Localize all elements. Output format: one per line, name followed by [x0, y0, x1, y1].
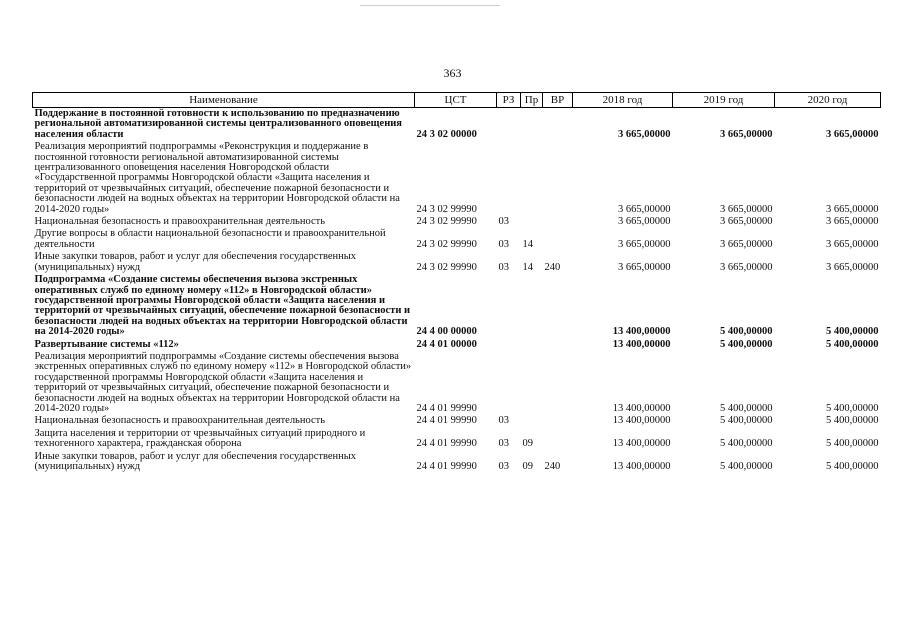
row-rz: 03 — [498, 238, 509, 250]
header-pr: Пр — [521, 93, 543, 108]
row-rz: 03 — [498, 415, 509, 427]
row-2019: 3 665,00000 — [720, 128, 773, 140]
row-2018: 13 400,00000 — [612, 461, 671, 472]
header-2020: 2020 год — [775, 93, 881, 108]
table-row — [33, 351, 881, 415]
row-pr — [521, 274, 543, 338]
row-2019: 3 665,00000 — [720, 238, 773, 250]
row-2019: 5 400,00000 — [720, 402, 773, 414]
row-2018: 13 400,00000 — [612, 326, 671, 338]
table-row — [33, 339, 881, 351]
row-2018: 3 665,00000 — [618, 238, 671, 250]
row-2018: 13 400,00000 — [612, 338, 671, 350]
row-2018: 3 665,00000 — [618, 128, 671, 140]
row-cst: 24 3 02 00000 — [416, 128, 477, 140]
row-rz: 03 — [498, 216, 509, 228]
row-name: Подпрограмма «Создание системы обеспечения вызова экстренных оперативных служб по единому номеру «112» в Новгородской области» государственной программы Новгородской области «Защита населения и территорий от чрезвычайных ситуаций, обеспечение пожарной безопасности и безопасности людей на водных объектах на территории Новгородской области на 2014-2020 годы» — [34, 274, 411, 338]
row-2018: 13 400,00000 — [612, 438, 671, 450]
row-pr — [521, 351, 543, 415]
row-name: Иные закупки товаров, работ и услуг для обеспечения государственных (муниципальных) нужд — [34, 251, 357, 273]
row-2020: 5 400,00000 — [826, 461, 879, 472]
row-2019: 5 400,00000 — [720, 415, 773, 427]
table-row — [33, 108, 881, 142]
table-row — [33, 428, 881, 451]
row-cst: 24 4 01 99990 — [416, 415, 477, 427]
row-name: Поддержание в постоянной готовности к использованию по предназначению региональной автоматизированной системы централизованного оповещения населения области — [34, 108, 402, 140]
row-pr — [521, 108, 543, 142]
row-cst: 24 3 02 99990 — [416, 261, 477, 273]
table-row — [33, 141, 881, 216]
row-2019: 3 665,00000 — [720, 203, 773, 215]
table-row — [33, 415, 881, 427]
row-cst: 24 4 01 00000 — [416, 338, 477, 350]
row-rz — [497, 141, 521, 216]
row-vr — [543, 108, 573, 142]
row-2020: 3 665,00000 — [826, 261, 879, 273]
table-header-row — [33, 93, 881, 108]
row-2020: 5 400,00000 — [826, 326, 879, 338]
row-cst: 24 4 01 99990 — [416, 438, 477, 450]
row-name: Защита населения и территории от чрезвычайных ситуаций природного и техногенного характера, гражданская оборона — [34, 427, 366, 450]
header-2019: 2019 год — [673, 93, 775, 108]
row-2018: 3 665,00000 — [618, 261, 671, 273]
row-2020: 3 665,00000 — [826, 238, 879, 250]
row-2020: 3 665,00000 — [826, 203, 879, 215]
row-2020: 3 665,00000 — [826, 216, 879, 228]
row-vr: 240 — [544, 261, 561, 273]
row-pr — [521, 339, 543, 351]
row-rz — [497, 351, 521, 415]
row-cst: 24 4 00 00000 — [416, 326, 477, 338]
row-pr — [521, 415, 543, 427]
page-number: 363 — [443, 66, 462, 80]
row-rz: 03 — [498, 461, 509, 472]
row-pr: 14 — [522, 261, 533, 273]
row-pr — [521, 141, 543, 216]
table-row — [33, 274, 881, 338]
row-vr: 240 — [544, 461, 561, 472]
row-pr: 14 — [522, 238, 533, 250]
table-row — [33, 228, 881, 251]
row-2019: 3 665,00000 — [720, 261, 773, 273]
row-rz — [497, 108, 521, 142]
row-rz — [497, 274, 521, 338]
row-rz: 03 — [498, 438, 509, 450]
row-pr: 09 — [522, 438, 533, 450]
row-vr — [543, 141, 573, 216]
row-2019: 5 400,00000 — [720, 461, 773, 472]
top-rule — [360, 5, 500, 6]
row-name: Реализация мероприятий подпрограммы «Создание системы обеспечения вызова экстренных оперативных служб по единому номеру «112» в Новгородской области» государственной программы Новгородской области «Защита населения и территорий от чрезвычайных ситуаций, обеспечение пожарной безопасности и безопасности людей на водных объектах на территории Новгородской области на 2014-2020 годы» — [34, 350, 412, 414]
row-2020: 3 665,00000 — [826, 128, 879, 140]
row-vr — [543, 351, 573, 415]
row-name: Иные закупки товаров, работ и услуг для обеспечения государственных (муниципальных) нужд — [34, 450, 357, 472]
row-cst: 24 3 02 99990 — [416, 216, 477, 228]
header-rz: РЗ — [497, 93, 521, 108]
row-2019: 3 665,00000 — [720, 216, 773, 228]
row-vr — [543, 415, 573, 427]
row-2018: 3 665,00000 — [618, 203, 671, 215]
row-pr: 09 — [522, 461, 533, 472]
row-name: Другие вопросы в области национальной безопасности и правоохранительной деятельности — [34, 228, 386, 250]
table-row — [33, 251, 881, 274]
row-cst: 24 4 01 99990 — [416, 461, 477, 472]
row-rz: 03 — [498, 261, 509, 273]
row-2019: 5 400,00000 — [720, 438, 773, 450]
row-cst: 24 3 02 99990 — [416, 238, 477, 250]
row-2020: 5 400,00000 — [826, 415, 879, 427]
row-pr — [521, 216, 543, 228]
table-row — [33, 451, 881, 474]
row-name: Национальная безопасность и правоохранительная деятельность — [34, 415, 326, 427]
header-name: Наименование — [33, 93, 415, 108]
row-2020: 5 400,00000 — [826, 402, 879, 414]
row-2018: 13 400,00000 — [612, 415, 671, 427]
row-2019: 5 400,00000 — [720, 338, 773, 350]
row-2019: 5 400,00000 — [720, 326, 773, 338]
row-2020: 5 400,00000 — [826, 338, 879, 350]
row-vr — [543, 339, 573, 351]
row-2018: 13 400,00000 — [612, 402, 671, 414]
row-cst: 24 3 02 99990 — [416, 203, 477, 215]
row-2018: 3 665,00000 — [618, 216, 671, 228]
header-cst: ЦСТ — [415, 93, 497, 108]
row-vr — [543, 428, 573, 451]
row-vr — [543, 274, 573, 338]
row-name: Реализация мероприятий подпрограммы «Реконструкция и поддержание в постоянной готовности региональной автоматизированной системы централизованного оповещения населения Новгородской области «Государственной программы Новгородской области «Защита населения и территорий от чрезвычайных ситуаций, обеспечение пожарной безопасности и безопасности людей на водных объектах на территории Новгородской области на 2014-2020 годы» — [34, 141, 400, 215]
budget-table — [32, 92, 881, 473]
header-vr: ВР — [543, 93, 573, 108]
row-name: Развертывание системы «112» — [34, 338, 179, 350]
table-row — [33, 216, 881, 228]
row-vr — [543, 228, 573, 251]
header-2018: 2018 год — [573, 93, 673, 108]
row-rz — [497, 339, 521, 351]
row-2020: 5 400,00000 — [826, 438, 879, 450]
row-vr — [543, 216, 573, 228]
row-name: Национальная безопасность и правоохранительная деятельность — [34, 216, 326, 228]
row-cst: 24 4 01 99990 — [416, 402, 477, 414]
